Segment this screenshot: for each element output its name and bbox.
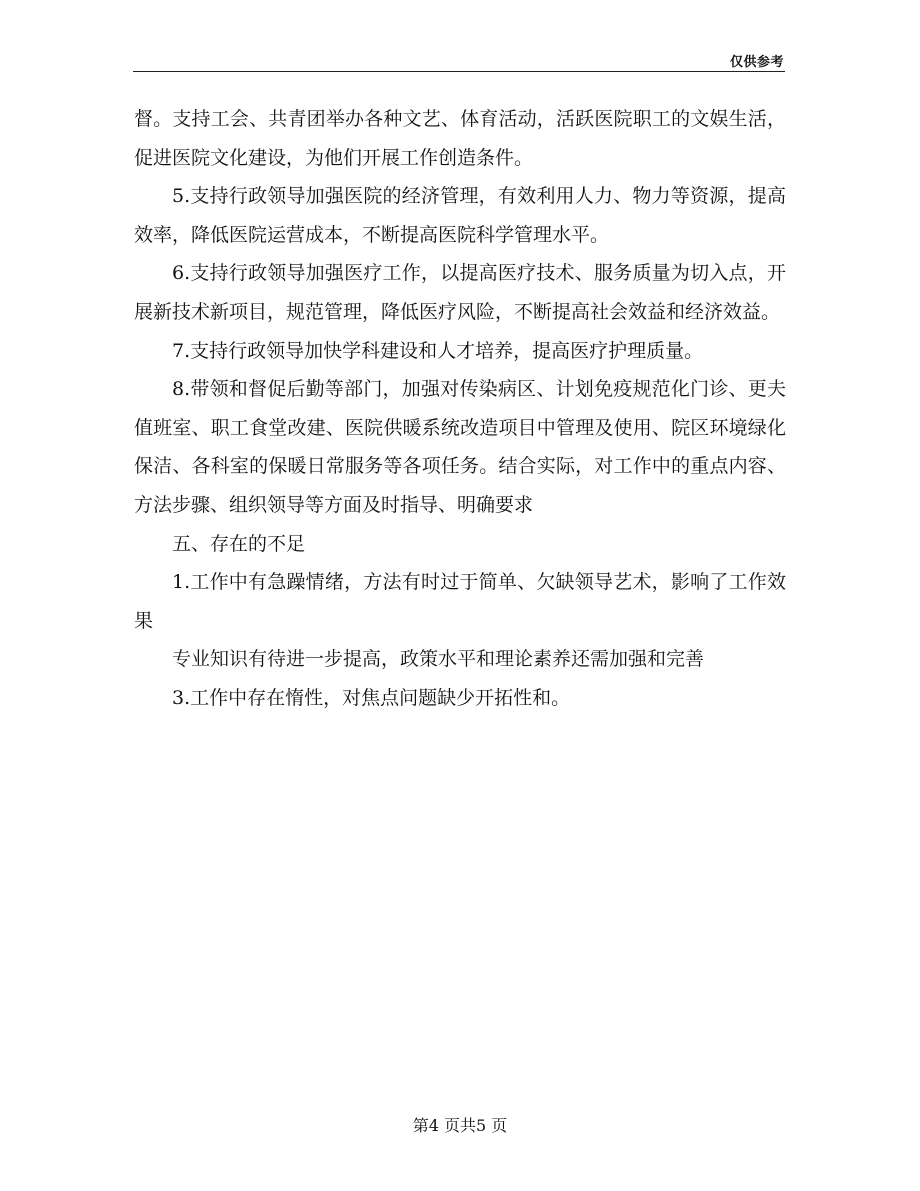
paragraph: 8.带领和督促后勤等部门，加强对传染病区、计划免疫规范化门诊、更夫值班室、职工食堂改建、医院供暖系统改造项目中管理及使用、院区环境绿化保洁、各科室的保暖日常服务等各项任务。结合实际，对工作中的重点内容、方法步骤、组织领导等方面及时指导、明确要求 — [134, 378, 786, 516]
paragraph: 3.工作中存在惰性，对焦点问题缺少开拓性和。 — [172, 686, 571, 709]
paragraph: 1.工作中有急躁情绪，方法有时过于简单、欠缺领导艺术，影响了工作效果 — [134, 571, 786, 632]
paragraph: 督。支持工会、共青团举办各种文艺、体育活动，活跃医院职工的文娱生活，促进医院文化建设，为他们开展工作创造条件。 — [134, 108, 786, 169]
paragraph: 7.支持行政领导加快学科建设和人才培养，提高医疗护理质量。 — [172, 339, 704, 362]
header-rule — [133, 71, 785, 72]
paragraph: 专业知识有待进一步提高，政策水平和理论素养还需加强和完善 — [172, 648, 705, 671]
header-note: 仅供参考 — [729, 55, 784, 70]
paragraph: 6.支持行政领导加强医疗工作，以提高医疗技术、服务质量为切入点，开展新技术新项目，规范管理，降低医疗风险，不断提高社会效益和经济效益。 — [134, 262, 786, 323]
paragraph: 5.支持行政领导加强医院的经济管理，有效利用人力、物力等资源，提高效率，降低医院运营成本，不断提高医院科学管理水平。 — [134, 185, 786, 246]
document-body — [134, 100, 786, 718]
page-number: 第4 页共5 页 — [412, 1116, 508, 1135]
section-heading: 五、存在的不足 — [172, 532, 306, 555]
